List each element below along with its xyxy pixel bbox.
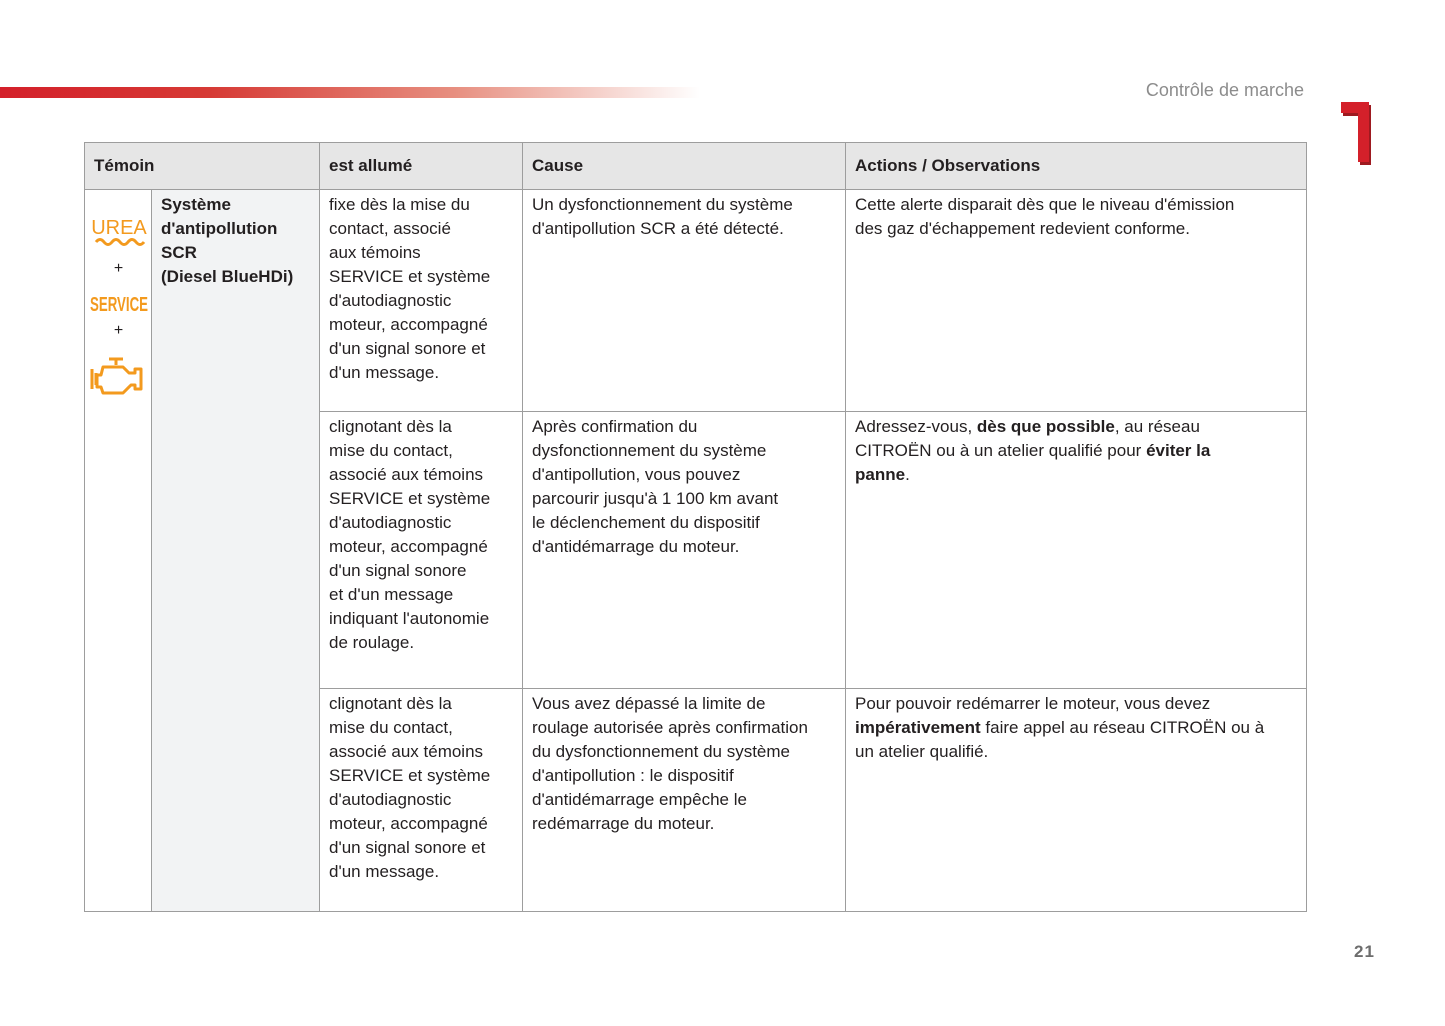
cause-cell: Après confirmation du dysfonctionnement du système d'antipollution, vous pouvez parcourir jusqu'à 1 100 km avant le déclenchement du dispositif d'antidémarrage du moteur. — [523, 412, 846, 689]
svg-text:UREA: UREA — [90, 217, 147, 239]
page-number: 21 — [1354, 942, 1375, 961]
header-cause: Cause — [523, 143, 846, 190]
status-cell: clignotant dès la mise du contact, associé aux témoins SERVICE et système d'autodiagnostic moteur, accompagné d'un signal sonore et d'un message. — [320, 689, 523, 912]
action-cell: Adressez-vous, dès que possible, au réseau CITROËN ou à un atelier qualifié pour éviter la panne. — [846, 412, 1307, 689]
action-cell: Cette alerte disparait dès que le niveau d'émission des gaz d'échappement redevient conforme. — [846, 190, 1307, 412]
header-accent-bar — [0, 87, 700, 98]
service-warning-icon — [88, 289, 150, 315]
plus-sign: + — [113, 260, 124, 277]
status-cell: fixe dès la mise du contact, associé aux témoins SERVICE et système d'autodiagnostic moteur, accompagné d'un signal sonore et d'un message. — [320, 190, 523, 412]
urea-warning-icon — [91, 215, 147, 249]
engine-diagnostic-icon — [89, 355, 149, 399]
header-actions: Actions / Observations — [846, 143, 1307, 190]
table-header-row — [85, 143, 1307, 190]
status-cell: clignotant dès la mise du contact, associé aux témoins SERVICE et système d'autodiagnostic moteur, accompagné d'un signal sonore et d'un message indiquant l'autonomie de roulage. — [320, 412, 523, 689]
cause-cell: Vous avez dépassé la limite de roulage autorisée après confirmation du dysfonctionnement du système d'antipollution : le dispositif d'antidémarrage empêche le redémarrage du moteur. — [523, 689, 846, 912]
action-cell: Pour pouvoir redémarrer le moteur, vous devez impérativement faire appel au réseau CITROËN ou à un atelier qualifié. — [846, 689, 1307, 912]
section-title: Contrôle de marche — [1145, 80, 1304, 100]
plus-sign: + — [113, 322, 124, 339]
warning-light-table — [84, 142, 1307, 912]
svg-text:SERVICE: SERVICE — [89, 294, 148, 316]
indicator-icons-cell — [85, 190, 152, 912]
table-row — [85, 190, 1307, 412]
header-est-allume: est allumé — [320, 143, 523, 190]
header-temoin: Témoin — [85, 143, 320, 190]
indicator-name-cell: Système d'antipollution SCR (Diesel BlueHDi) — [152, 190, 320, 912]
cause-cell: Un dysfonctionnement du système d'antipollution SCR a été détecté. — [523, 190, 846, 412]
chapter-number — [1338, 100, 1372, 168]
